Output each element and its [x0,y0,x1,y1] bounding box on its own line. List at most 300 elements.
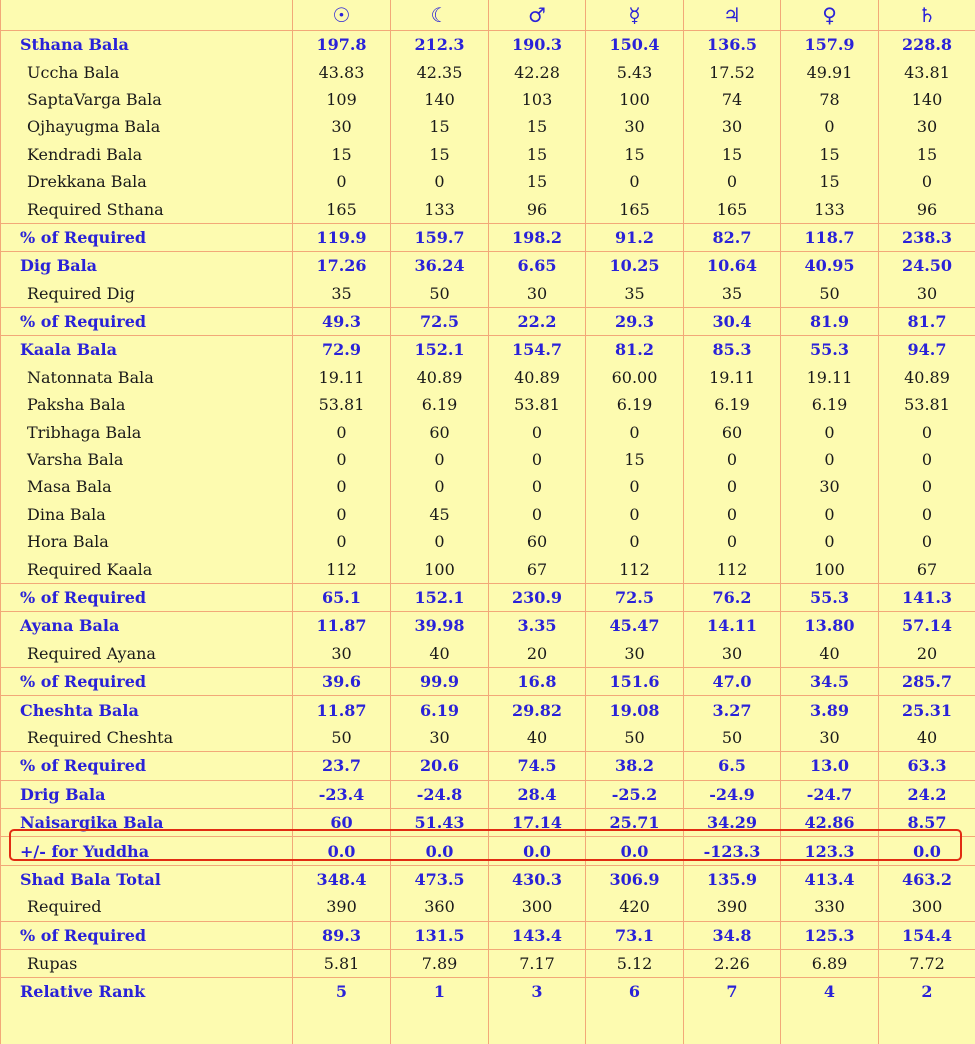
value-cell: 112 [293,555,391,583]
value-cell: 197.8 [293,31,391,59]
value-cell: 30 [879,113,975,140]
value-cell: 15 [391,113,489,140]
value-cell: 40.89 [489,364,586,391]
value-cell: 118.7 [781,223,879,251]
row-label: % of Required [1,307,293,335]
value-cell: 150.4 [586,31,684,59]
value-cell: 103 [489,86,586,113]
value-cell: 35 [684,280,781,308]
row-of-required [1,307,975,335]
row-saptavarga-bala [1,86,975,113]
mars-icon: ♂ [489,0,586,31]
value-cell: 67 [489,555,586,583]
value-cell: 0 [879,446,975,473]
value-cell: 0 [586,168,684,195]
value-cell: 119.9 [293,223,391,251]
row-natonnata-bala [1,364,975,391]
value-cell: 152.1 [391,336,489,364]
row-label: Kaala Bala [1,336,293,364]
value-cell: 165 [684,195,781,223]
value-cell: 228.8 [879,31,975,59]
row-cheshta-bala [1,696,975,724]
value-cell: 5.12 [586,949,684,977]
row-hora-bala [1,528,975,555]
value-cell: 63.3 [879,752,975,780]
row-label: Required [1,893,293,921]
empty-cell [489,1006,586,1044]
value-cell: 24.50 [879,252,975,280]
value-cell: 50 [781,280,879,308]
value-cell: 36.24 [391,252,489,280]
row-label: Dig Bala [1,252,293,280]
value-cell: 1 [391,978,489,1006]
value-cell: 0 [489,418,586,445]
value-cell: 51.43 [391,808,489,836]
value-cell: 30 [586,113,684,140]
value-cell: 0 [586,528,684,555]
value-cell: 30 [781,473,879,500]
value-cell: 0 [879,528,975,555]
value-cell: 53.81 [489,391,586,418]
value-cell: -25.2 [586,780,684,808]
value-cell: 76.2 [684,583,781,611]
value-cell: 72.9 [293,336,391,364]
row-label: Required Dig [1,280,293,308]
value-cell: -123.3 [684,837,781,865]
value-cell: 0 [586,418,684,445]
row-relative-rank [1,978,975,1006]
value-cell: 17.52 [684,58,781,85]
value-cell: 81.9 [781,307,879,335]
row-uccha-bala [1,58,975,85]
value-cell: 15 [781,168,879,195]
value-cell: 29.82 [489,696,586,724]
value-cell: 0.0 [489,837,586,865]
value-cell: 17.14 [489,808,586,836]
value-cell: 60 [391,418,489,445]
value-cell: 67 [879,555,975,583]
value-cell: 463.2 [879,865,975,893]
value-cell: 123.3 [781,837,879,865]
empty-cell [586,1006,684,1044]
row-label: Tribhaga Bala [1,418,293,445]
value-cell: 100 [586,86,684,113]
value-cell: 45 [391,501,489,528]
row-required-sthana [1,195,975,223]
value-cell: 15 [684,141,781,168]
value-cell: 6.19 [391,696,489,724]
row-label: % of Required [1,667,293,695]
row-label: % of Required [1,223,293,251]
value-cell: 15 [586,141,684,168]
row-dina-bala [1,501,975,528]
value-cell: 24.2 [879,780,975,808]
row-label: Uccha Bala [1,58,293,85]
value-cell: 17.26 [293,252,391,280]
row-label: Rupas [1,949,293,977]
row-label: Natonnata Bala [1,364,293,391]
value-cell: 0 [391,168,489,195]
value-cell: 38.2 [586,752,684,780]
value-cell: 81.7 [879,307,975,335]
value-cell: 6.19 [391,391,489,418]
value-cell: 3 [489,978,586,1006]
row-ayana-bala [1,612,975,640]
row-label: Required Kaala [1,555,293,583]
value-cell: 6.19 [781,391,879,418]
value-cell: 300 [879,893,975,921]
value-cell: 57.14 [879,612,975,640]
value-cell: 74.5 [489,752,586,780]
row-label: Ojhayugma Bala [1,113,293,140]
value-cell: 0 [391,446,489,473]
value-cell: 49.3 [293,307,391,335]
value-cell: 0 [781,446,879,473]
value-cell: 0 [586,473,684,500]
value-cell: 6 [586,978,684,1006]
row-kaala-bala [1,336,975,364]
value-cell: 0.0 [391,837,489,865]
value-cell: 72.5 [391,307,489,335]
row-label: Sthana Bala [1,31,293,59]
value-cell: 16.8 [489,667,586,695]
value-cell: 11.87 [293,696,391,724]
value-cell: 7.72 [879,949,975,977]
value-cell: 19.11 [684,364,781,391]
value-cell: 50 [391,280,489,308]
value-cell: 112 [586,555,684,583]
saturn-icon: ♄ [879,0,975,31]
value-cell: 238.3 [879,223,975,251]
value-cell: 30 [684,640,781,668]
empty-cell [684,1006,781,1044]
value-cell: 348.4 [293,865,391,893]
value-cell: 13.0 [781,752,879,780]
value-cell: 35 [293,280,391,308]
row-drig-bala [1,780,975,808]
value-cell: 50 [684,724,781,752]
row-label: Dina Bala [1,501,293,528]
value-cell: 19.08 [586,696,684,724]
value-cell: 11.87 [293,612,391,640]
value-cell: 430.3 [489,865,586,893]
value-cell: 0 [293,528,391,555]
row-paksha-bala [1,391,975,418]
empty-cell [391,1006,489,1044]
value-cell: 0 [879,473,975,500]
row-label: Hora Bala [1,528,293,555]
value-cell: 22.2 [489,307,586,335]
value-cell: 0 [684,446,781,473]
value-cell: 306.9 [586,865,684,893]
value-cell: 20.6 [391,752,489,780]
value-cell: 141.3 [879,583,975,611]
row-label: Required Ayana [1,640,293,668]
value-cell: 39.6 [293,667,391,695]
value-cell: 20 [879,640,975,668]
value-cell: 6.89 [781,949,879,977]
value-cell: 15 [489,113,586,140]
value-cell: 6.65 [489,252,586,280]
value-cell: -24.7 [781,780,879,808]
empty-filler-row [1,1006,975,1044]
empty-cell [781,1006,879,1044]
value-cell: 30 [489,280,586,308]
moon-icon: ☾ [391,0,489,31]
value-cell: 47.0 [684,667,781,695]
row-label: Kendradi Bala [1,141,293,168]
value-cell: 49.91 [781,58,879,85]
value-cell: 23.7 [293,752,391,780]
value-cell: 73.1 [586,921,684,949]
value-cell: 0 [293,418,391,445]
value-cell: 30 [586,640,684,668]
value-cell: 19.11 [293,364,391,391]
value-cell: 8.57 [879,808,975,836]
value-cell: 20 [489,640,586,668]
value-cell: 10.64 [684,252,781,280]
value-cell: 14.11 [684,612,781,640]
row-naisargika-bala [1,808,975,836]
value-cell: 74 [684,86,781,113]
value-cell: 6.5 [684,752,781,780]
value-cell: 140 [391,86,489,113]
value-cell: 390 [293,893,391,921]
value-cell: 100 [781,555,879,583]
value-cell: 360 [391,893,489,921]
value-cell: 42.28 [489,58,586,85]
value-cell: 15 [879,141,975,168]
row-required-ayana [1,640,975,668]
value-cell: 40.95 [781,252,879,280]
empty-cell [293,1006,391,1044]
value-cell: 25.71 [586,808,684,836]
value-cell: 330 [781,893,879,921]
row-label: Drekkana Bala [1,168,293,195]
row-label: SaptaVarga Bala [1,86,293,113]
value-cell: 35 [586,280,684,308]
row-varsha-bala [1,446,975,473]
value-cell: 15 [781,141,879,168]
value-cell: 151.6 [586,667,684,695]
value-cell: 133 [781,195,879,223]
row-label: Varsha Bala [1,446,293,473]
value-cell: 190.3 [489,31,586,59]
value-cell: 40 [781,640,879,668]
value-cell: 112 [684,555,781,583]
value-cell: 55.3 [781,583,879,611]
value-cell: 6.19 [684,391,781,418]
row-required-dig [1,280,975,308]
value-cell: 0 [781,501,879,528]
value-cell: 0 [489,501,586,528]
value-cell: 3.35 [489,612,586,640]
value-cell: 135.9 [684,865,781,893]
value-cell: 40 [879,724,975,752]
value-cell: 50 [586,724,684,752]
value-cell: 7.17 [489,949,586,977]
value-cell: 30 [879,280,975,308]
value-cell: 0 [293,168,391,195]
value-cell: 0 [293,473,391,500]
value-cell: 198.2 [489,223,586,251]
value-cell: 5.81 [293,949,391,977]
value-cell: -23.4 [293,780,391,808]
row-label: % of Required [1,583,293,611]
row-sthana-bala [1,31,975,59]
value-cell: 30.4 [684,307,781,335]
value-cell: 413.4 [781,865,879,893]
row-kendradi-bala [1,141,975,168]
value-cell: 0.0 [293,837,391,865]
value-cell: 55.3 [781,336,879,364]
value-cell: 25.31 [879,696,975,724]
value-cell: 140 [879,86,975,113]
value-cell: 91.2 [586,223,684,251]
row-label: Shad Bala Total [1,865,293,893]
value-cell: 0 [684,168,781,195]
value-cell: 60 [293,808,391,836]
value-cell: 3.27 [684,696,781,724]
value-cell: 29.3 [586,307,684,335]
value-cell: 30 [293,640,391,668]
row-required-kaala [1,555,975,583]
value-cell: 3.89 [781,696,879,724]
row-label: % of Required [1,752,293,780]
value-cell: 60 [489,528,586,555]
value-cell: 15 [489,141,586,168]
value-cell: 99.9 [391,667,489,695]
value-cell: 0 [781,418,879,445]
value-cell: 165 [586,195,684,223]
value-cell: 28.4 [489,780,586,808]
value-cell: 19.11 [781,364,879,391]
table-body [1,31,975,1044]
value-cell: 7.89 [391,949,489,977]
value-cell: 34.8 [684,921,781,949]
value-cell: 72.5 [586,583,684,611]
value-cell: 125.3 [781,921,879,949]
value-cell: 40 [489,724,586,752]
row-label: Required Cheshta [1,724,293,752]
value-cell: 85.3 [684,336,781,364]
value-cell: 212.3 [391,31,489,59]
value-cell: 0 [293,501,391,528]
row-label: Naisargika Bala [1,808,293,836]
value-cell: -24.8 [391,780,489,808]
value-cell: 152.1 [391,583,489,611]
value-cell: 230.9 [489,583,586,611]
header-blank-cell [1,0,293,31]
row-of-required [1,921,975,949]
value-cell: 42.35 [391,58,489,85]
value-cell: 0 [489,473,586,500]
value-cell: 45.47 [586,612,684,640]
row-dig-bala [1,252,975,280]
row-of-required [1,583,975,611]
row-for-yuddha [1,837,975,865]
value-cell: 0 [391,473,489,500]
row-shad-bala-total [1,865,975,893]
value-cell: -24.9 [684,780,781,808]
row-tribhaga-bala [1,418,975,445]
value-cell: 39.98 [391,612,489,640]
value-cell: 96 [489,195,586,223]
value-cell: 96 [879,195,975,223]
value-cell: 157.9 [781,31,879,59]
value-cell: 34.29 [684,808,781,836]
value-cell: 42.86 [781,808,879,836]
row-ojhayugma-bala [1,113,975,140]
value-cell: 0 [684,501,781,528]
value-cell: 4 [781,978,879,1006]
value-cell: 0 [781,528,879,555]
row-of-required [1,667,975,695]
value-cell: 159.7 [391,223,489,251]
value-cell: 0 [684,473,781,500]
value-cell: 143.4 [489,921,586,949]
value-cell: 0 [781,113,879,140]
venus-icon: ♀ [781,0,879,31]
value-cell: 285.7 [879,667,975,695]
value-cell: 0 [879,168,975,195]
value-cell: 10.25 [586,252,684,280]
row-label: % of Required [1,921,293,949]
value-cell: 473.5 [391,865,489,893]
value-cell: 15 [293,141,391,168]
value-cell: 5 [293,978,391,1006]
value-cell: 53.81 [879,391,975,418]
value-cell: 40.89 [391,364,489,391]
value-cell: 5.43 [586,58,684,85]
value-cell: 133 [391,195,489,223]
sun-icon: ☉ [293,0,391,31]
value-cell: 136.5 [684,31,781,59]
value-cell: 0 [586,501,684,528]
value-cell: 154.7 [489,336,586,364]
value-cell: 81.2 [586,336,684,364]
value-cell: 0 [684,528,781,555]
row-of-required [1,752,975,780]
row-label: Masa Bala [1,473,293,500]
value-cell: 50 [293,724,391,752]
row-label: Relative Rank [1,978,293,1006]
value-cell: 40.89 [879,364,975,391]
value-cell: 420 [586,893,684,921]
planet-header-row [1,0,975,31]
value-cell: 0 [879,501,975,528]
value-cell: 43.81 [879,58,975,85]
value-cell: 0 [489,446,586,473]
value-cell: 65.1 [293,583,391,611]
value-cell: 0 [391,528,489,555]
value-cell: 30 [293,113,391,140]
value-cell: 165 [293,195,391,223]
value-cell: 89.3 [293,921,391,949]
value-cell: 15 [489,168,586,195]
value-cell: 53.81 [293,391,391,418]
value-cell: 0 [879,418,975,445]
value-cell: 34.5 [781,667,879,695]
value-cell: 30 [781,724,879,752]
row-label: Drig Bala [1,780,293,808]
value-cell: 2 [879,978,975,1006]
row-rupas [1,949,975,977]
row-required-cheshta [1,724,975,752]
row-drekkana-bala [1,168,975,195]
value-cell: 6.19 [586,391,684,418]
value-cell: 13.80 [781,612,879,640]
